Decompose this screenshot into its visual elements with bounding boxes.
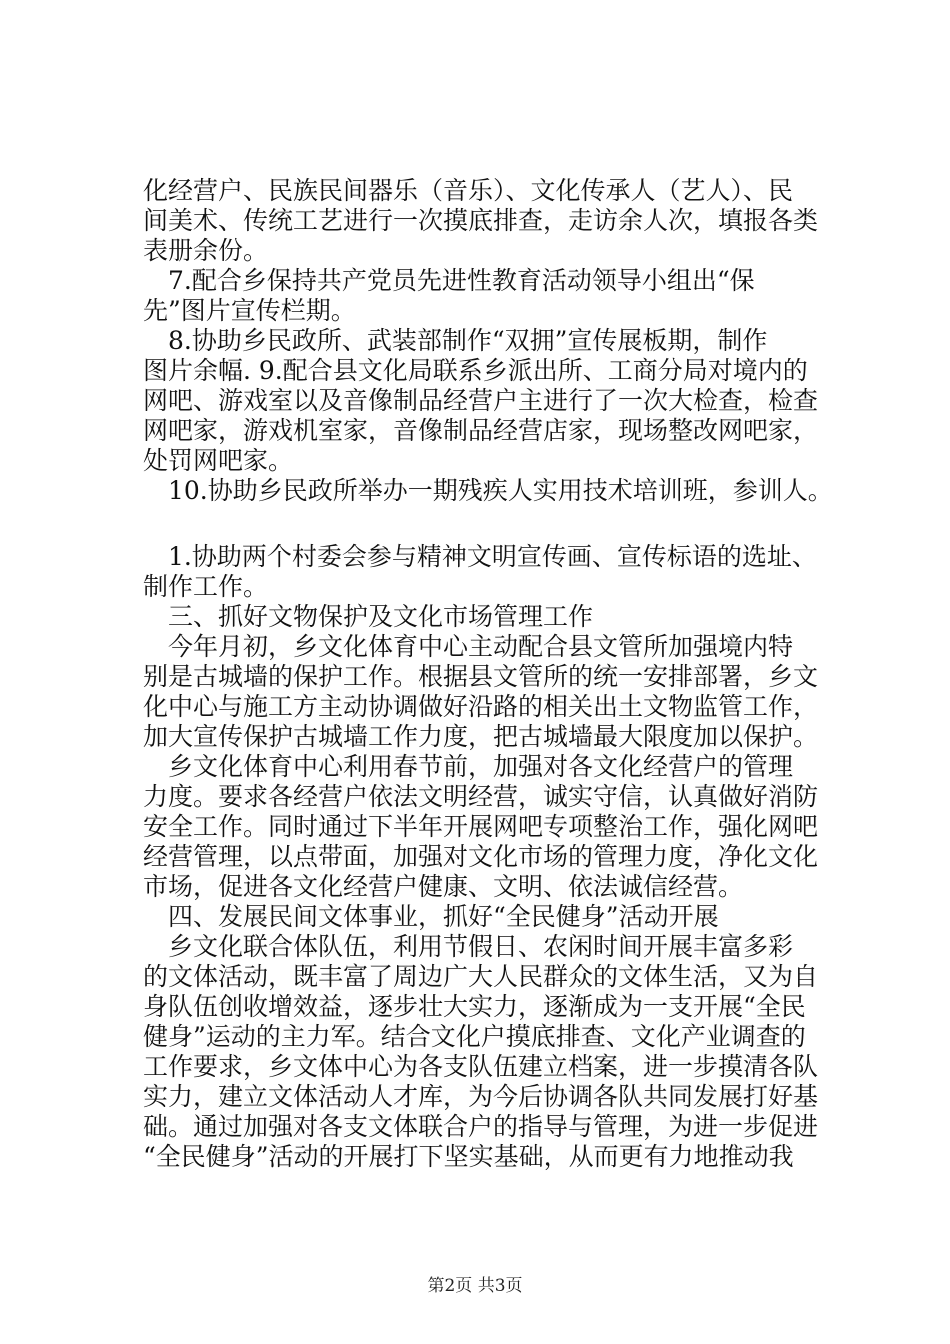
text-line: 间美术、传统工艺进行一次摸底排查，走访余人次，填报各类 — [143, 206, 819, 235]
text-line: 今年月初，乡文化体育中心主动配合县文管所加强境内特 — [143, 632, 794, 661]
text-line: 础。通过加强对各支文体联合户的指导与管理，为进一步促进 — [143, 1112, 819, 1141]
section-heading: 三、抓好文物保护及文化市场管理工作 — [143, 602, 594, 631]
text-line: 化中心与施工方主动协调做好沿路的相关出土文物监管工作， — [143, 692, 819, 721]
text-line: 先”图片宣传栏期。 — [143, 296, 356, 325]
text-line: 网吧家，游戏机室家，音像制品经营店家，现场整改网吧家， — [143, 416, 819, 445]
document-body — [143, 176, 843, 1172]
text-line: 身队伍创收增效益，逐步壮大实力，逐渐成为一支开展“全民 — [143, 992, 806, 1021]
text-line: “全民健身”活动的开展打下坚实基础，从而更有力地推动我 — [143, 1142, 794, 1171]
text-line: 健身”运动的主力军。结合文化户摸底排查、文化产业调查的 — [143, 1022, 806, 1051]
text-line: 10.协助乡民政所举办一期残疾人实用技术培训班，参训人。 — [143, 476, 833, 505]
text-line: 7.配合乡保持共产党员先进性教育活动领导小组出“保 — [143, 266, 755, 295]
page-number-footer: 第2页 共3页 — [427, 1276, 523, 1296]
text-line: 力度。要求各经营户依法文明经营，诚实守信，认真做好消防 — [143, 782, 819, 811]
text-line: 工作要求，乡文体中心为各支队伍建立档案，进一步摸清各队 — [143, 1052, 819, 1081]
text-line: 乡文化联合体队伍，利用节假日、农闲时间开展丰富多彩 — [143, 932, 794, 961]
text-line: 经营管理，以点带面，加强对文化市场的管理力度，净化文化 — [143, 842, 819, 871]
text-line: 实力，建立文体活动人才库，为今后协调各队共同发展打好基 — [143, 1082, 819, 1111]
text-line: 别是古城墙的保护工作。根据县文管所的统一安排部署，乡文 — [143, 662, 819, 691]
paragraph-gap — [143, 506, 843, 542]
text-line: 制作工作。 — [143, 572, 269, 601]
text-line: 乡文化体育中心利用春节前，加强对各文化经营户的管理 — [143, 752, 794, 781]
text-line: 8.协助乡民政所、武装部制作“双拥”宣传展板期，制作 — [143, 326, 768, 355]
text-line: 化经营户、民族民间器乐（音乐）、文化传承人（艺人）、民 — [143, 176, 794, 205]
text-line: 加大宣传保护古城墙工作力度，把古城墙最大限度加以保护。 — [143, 722, 819, 751]
text-line: 网吧、游戏室以及音像制品经营户主进行了一次大检查，检查 — [143, 386, 819, 415]
text-line: 图片余幅. 9.配合县文化局联系乡派出所、工商分局对境内的 — [143, 356, 808, 385]
text-line: 安全工作。同时通过下半年开展网吧专项整治工作，强化网吧 — [143, 812, 819, 841]
text-line: 表册余份。 — [143, 236, 269, 265]
text-line: 市场，促进各文化经营户健康、文明、依法诚信经营。 — [143, 872, 744, 901]
text-line: 1.协助两个村委会参与精神文明宣传画、宣传标语的选址、 — [143, 542, 817, 571]
text-line: 的文体活动，既丰富了周边广大人民群众的文体生活，又为自 — [143, 962, 819, 991]
section-heading: 四、发展民间文体事业，抓好“全民健身”活动开展 — [143, 902, 719, 931]
text-line: 处罚网吧家。 — [143, 446, 294, 475]
